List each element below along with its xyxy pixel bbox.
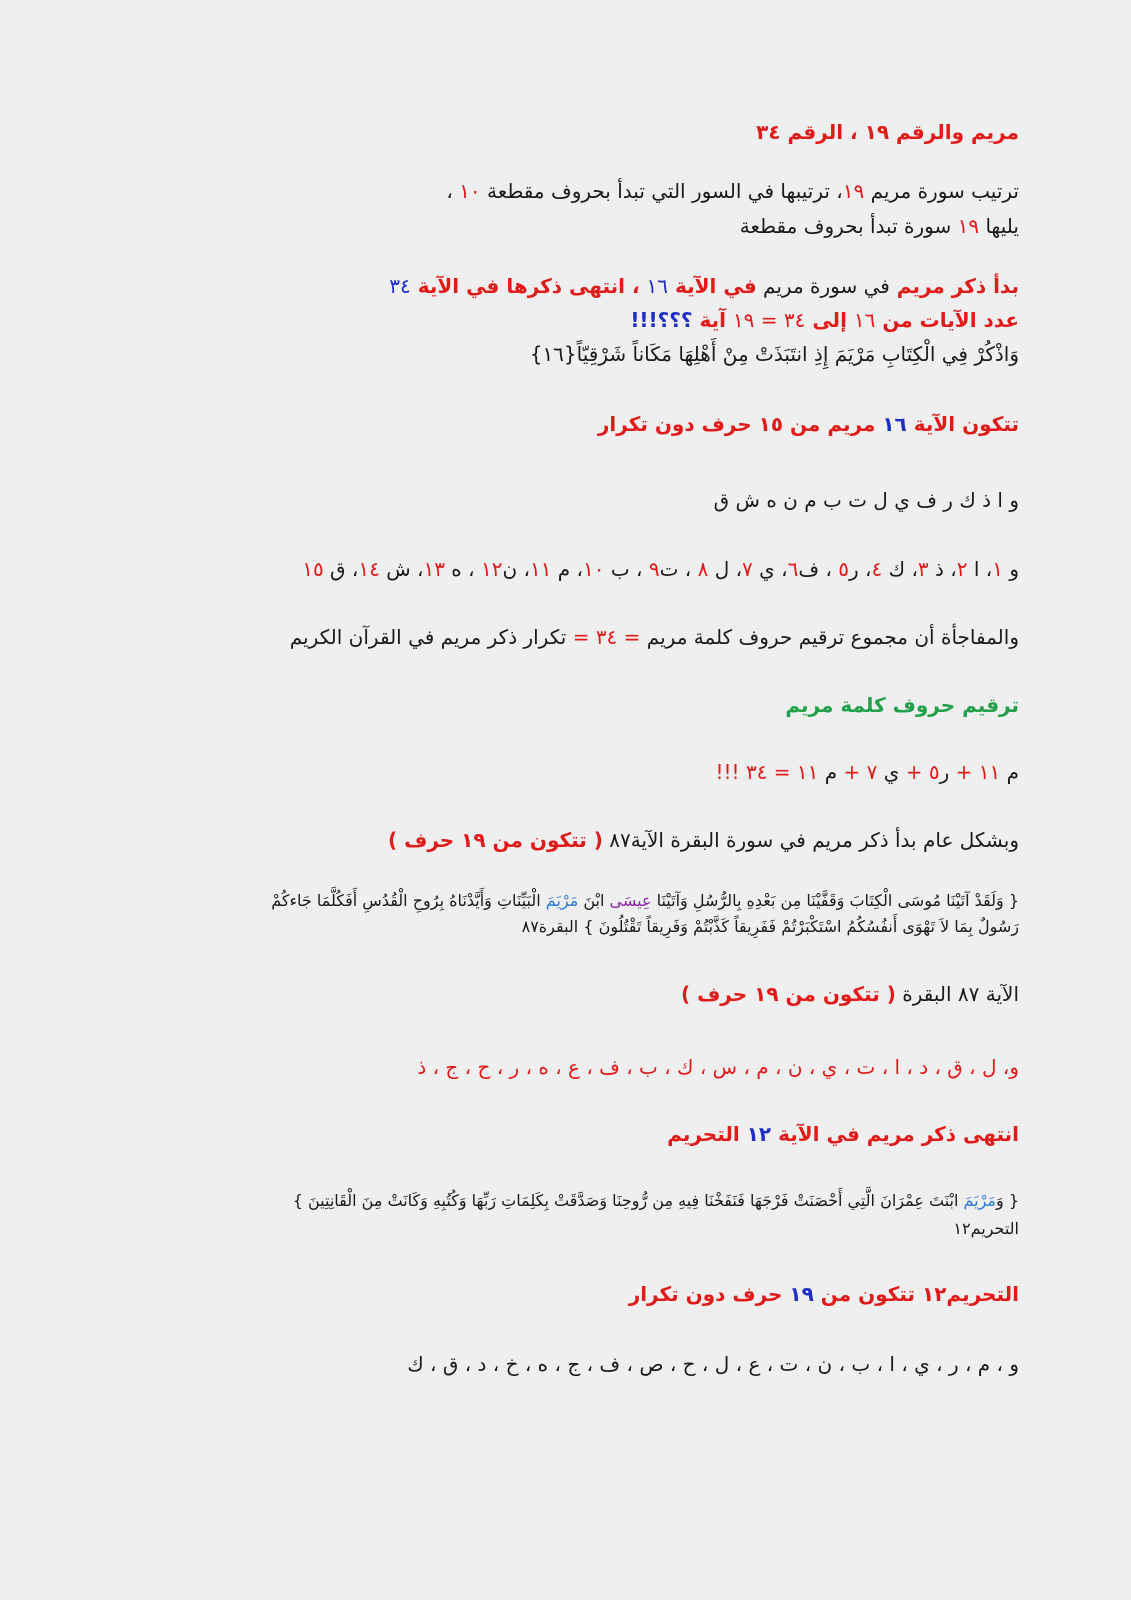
text-span: والمفاجأة أن مجموع ترقيم حروف كلمة مريم — [640, 625, 1019, 649]
number-span: ١١ + — [955, 760, 1001, 784]
letter-span: ، ف — [798, 557, 839, 581]
letter-number: ٩ — [648, 557, 660, 581]
letter-span: و — [1002, 557, 1019, 581]
number-span: ٧ + — [843, 760, 878, 784]
letter-span: ، م — [551, 557, 583, 581]
letter-number: ٨ — [697, 557, 709, 581]
letter-span: ، ك — [882, 557, 918, 581]
letter-number: ٦ — [787, 557, 799, 581]
text-span: { وَلَقَدْ آتَيْنَا مُوسَى الْكِتَابَ وَقَفَّيْنَا مِن بَعْدِهِ بِالرُّسُلِ وَآتَيْنَا — [651, 891, 1019, 910]
text-span: ترتيب سورة مريم — [864, 179, 1019, 203]
number-span: ١٩ — [842, 179, 865, 203]
text-span: انتهى ذكر مريم في الآية — [771, 1122, 1019, 1146]
letters-list: و ا ذ ك ر ف ي ل ت ب م ن ه ش ق — [713, 488, 1019, 512]
mention-end-line — [80, 1120, 1019, 1148]
text-span: في سورة مريم — [756, 274, 890, 298]
letter-number: ١٢ — [480, 557, 503, 581]
letter-number: ١١ — [529, 557, 552, 581]
surprise-line — [80, 623, 1019, 651]
text-span: م — [818, 760, 844, 784]
baqarah-verse-quote-line1 — [80, 890, 1019, 912]
letter-number: ٣ — [917, 557, 929, 581]
letter-span: ، ي — [752, 557, 788, 581]
sum-equation-line — [80, 758, 1019, 786]
following-surahs-line — [80, 212, 1019, 240]
letter-span: ، ه — [444, 557, 481, 581]
text-span: بدأ ذكر مريم — [889, 274, 1019, 298]
letter-span: ، ن — [502, 557, 530, 581]
number-span: ٥ + — [905, 760, 940, 784]
text-span: ابْنَتَ عِمْرَانَ الَّتِي أَحْصَنَتْ فَرْجَهَا فَنَفَخْنَا فِيهِ مِن رُّوحِنَا وَصَدَّقَتْ بِكَلِمَاتِ رَبِّهَا وَكُتُبِهِ وَكَانَتْ مِنَ الْقَانِتِينَ } — [292, 1191, 964, 1210]
text-span: ي — [877, 760, 906, 784]
letter-span: ، ذ — [928, 557, 957, 581]
text-span: عدد الآيات من — [875, 308, 1019, 332]
text-span: التحريم — [667, 1122, 747, 1146]
tahrim-letters-heading — [80, 1280, 1019, 1308]
number-span: ١٢ — [746, 1122, 772, 1146]
text-span: ( تتكون من ١٩ حرف ) — [387, 828, 603, 852]
text-span: حرف دون تكرار — [597, 412, 759, 436]
number-span: ٣٤ — [389, 274, 411, 298]
baqarah-verse-quote-line2: رَسُولٌ بِمَا لاَ تَهْوَى أَنفُسُكُمُ اسْتَكْبَرْتُمْ فَفَرِيقاً كَذَّبْتُمْ وَفَرِيقاً تَقْتُلُونَ } البقرة٨٧ — [521, 917, 1019, 936]
number-span: ١١ = ٣٤ !!! — [715, 760, 819, 784]
letter-number: ١ — [992, 557, 1003, 581]
letter-number: ٥ — [838, 557, 850, 581]
verse-count-line — [80, 306, 1019, 334]
surah-order-line — [80, 177, 1019, 205]
tahrim-letters-list: و ، م ، ر ، ي ، ا ، ب ، ن ، ت ، ع ، ل ، ح ، ص ، ف ، ج ، ه ، خ ، د ، ق ، ك — [407, 1352, 1019, 1376]
verse-16-quote: وَاذْكُرْ فِي الْكِتَابِ مَرْيَمَ إِذِ انتَبَذَتْ مِنْ أَهْلِهَا مَكَاناً شَرْقِيّاً{١٦} — [529, 342, 1019, 366]
letter-span: ، ب — [604, 557, 649, 581]
number-span: ١٩ — [957, 214, 980, 238]
letter-number: ١٣ — [423, 557, 445, 581]
letter-number: ٧ — [742, 557, 753, 581]
letter-span: ، ل — [708, 557, 743, 581]
name-span: عِيسَى — [609, 891, 652, 910]
letter-span: ، ش — [379, 557, 424, 581]
text-span: ؟؟؟!!! — [630, 308, 693, 332]
text-span: ر — [939, 760, 956, 784]
text-span: الآية ٨٧ البقرة — [895, 982, 1019, 1006]
numbered-letters-line — [80, 555, 1019, 583]
page-title: مريم والرقم ١٩ ، الرقم ٣٤ — [756, 120, 1019, 144]
text-span: تتكون الآية — [906, 412, 1019, 436]
number-span: ١٦ — [853, 308, 876, 332]
text-span: ابْنَ — [578, 891, 610, 910]
letter-number: ١٠ — [583, 557, 605, 581]
text-span: ( تتكون من ١٩ حرف ) — [680, 982, 896, 1006]
letter-span: ، ر — [849, 557, 872, 581]
letter-span: ، ا — [967, 557, 993, 581]
baqarah-letters-list: و، ل ، ق ، د ، ا ، ت ، ي ، ن ، م ، س ، ك ، ب ، ف ، ع ، ه ، ر ، ح ، ج ، ذ — [417, 1055, 1019, 1079]
letter-numbering-heading: ترقيم حروف كلمة مريم — [785, 693, 1019, 717]
letter-span: ، ت — [659, 557, 698, 581]
number-span: ٣٤ — [783, 308, 806, 332]
text-span: آية — [692, 308, 733, 332]
number-span: ١٠ — [459, 179, 481, 203]
text-span: ، ترتيبها في السور التي تبدأ بحروف مقطعة — [480, 179, 843, 203]
name-span: مَرْيَمَ — [963, 1191, 996, 1210]
number-span: = ٣٤ = — [572, 625, 641, 649]
letter-number: ١٥ — [302, 557, 324, 581]
text-span: ، — [446, 179, 460, 203]
text-span: تكرار ذكر مريم في القرآن الكريم — [289, 625, 573, 649]
text-span: سورة تبدأ بحروف مقطعة — [739, 214, 958, 238]
text-span: حرف دون تكرار — [628, 1282, 790, 1306]
text-span: إلى — [805, 308, 854, 332]
text-span: التحريم١٢ تتكون من — [813, 1282, 1019, 1306]
name-span: مَرْيَمَ — [545, 891, 579, 910]
letter-number: ١٤ — [358, 557, 380, 581]
number-span: ١٦ — [646, 274, 669, 298]
text-span: { وَ — [996, 1191, 1019, 1210]
text-span: م — [1000, 760, 1019, 784]
verse-16-letters-heading — [80, 410, 1019, 438]
text-span: وبشكل عام بدأ ذكر مريم في سورة البقرة الآية٨٧ — [602, 828, 1019, 852]
number-span: ١٥ — [758, 412, 784, 436]
mention-start-line — [80, 272, 1019, 300]
text-span: مريم من — [783, 412, 883, 436]
tahrim-verse-quote — [80, 1190, 1019, 1212]
letter-number: ٢ — [956, 557, 968, 581]
tahrim-verse-reference: التحريم١٢ — [953, 1219, 1019, 1238]
text-span: = — [754, 308, 784, 332]
baqarah-line — [80, 826, 1019, 854]
baqarah-87-heading — [80, 980, 1019, 1008]
text-span: ، انتهى ذكرها في الآية — [410, 274, 647, 298]
number-span: ١٩ — [732, 308, 755, 332]
letter-span: ، ق — [323, 557, 359, 581]
number-span: ١٩ — [789, 1282, 814, 1306]
letter-number: ٤ — [871, 557, 883, 581]
text-span: يليها — [979, 214, 1019, 238]
number-span: ١٦ — [882, 412, 907, 436]
text-span: في الآية — [668, 274, 757, 298]
text-span: الْبَيِّنَاتِ وَأَيَّدْنَاهُ بِرُوحِ الْقُدُسِ أَفَكُلَّمَا جَاءكُمْ — [271, 891, 546, 910]
